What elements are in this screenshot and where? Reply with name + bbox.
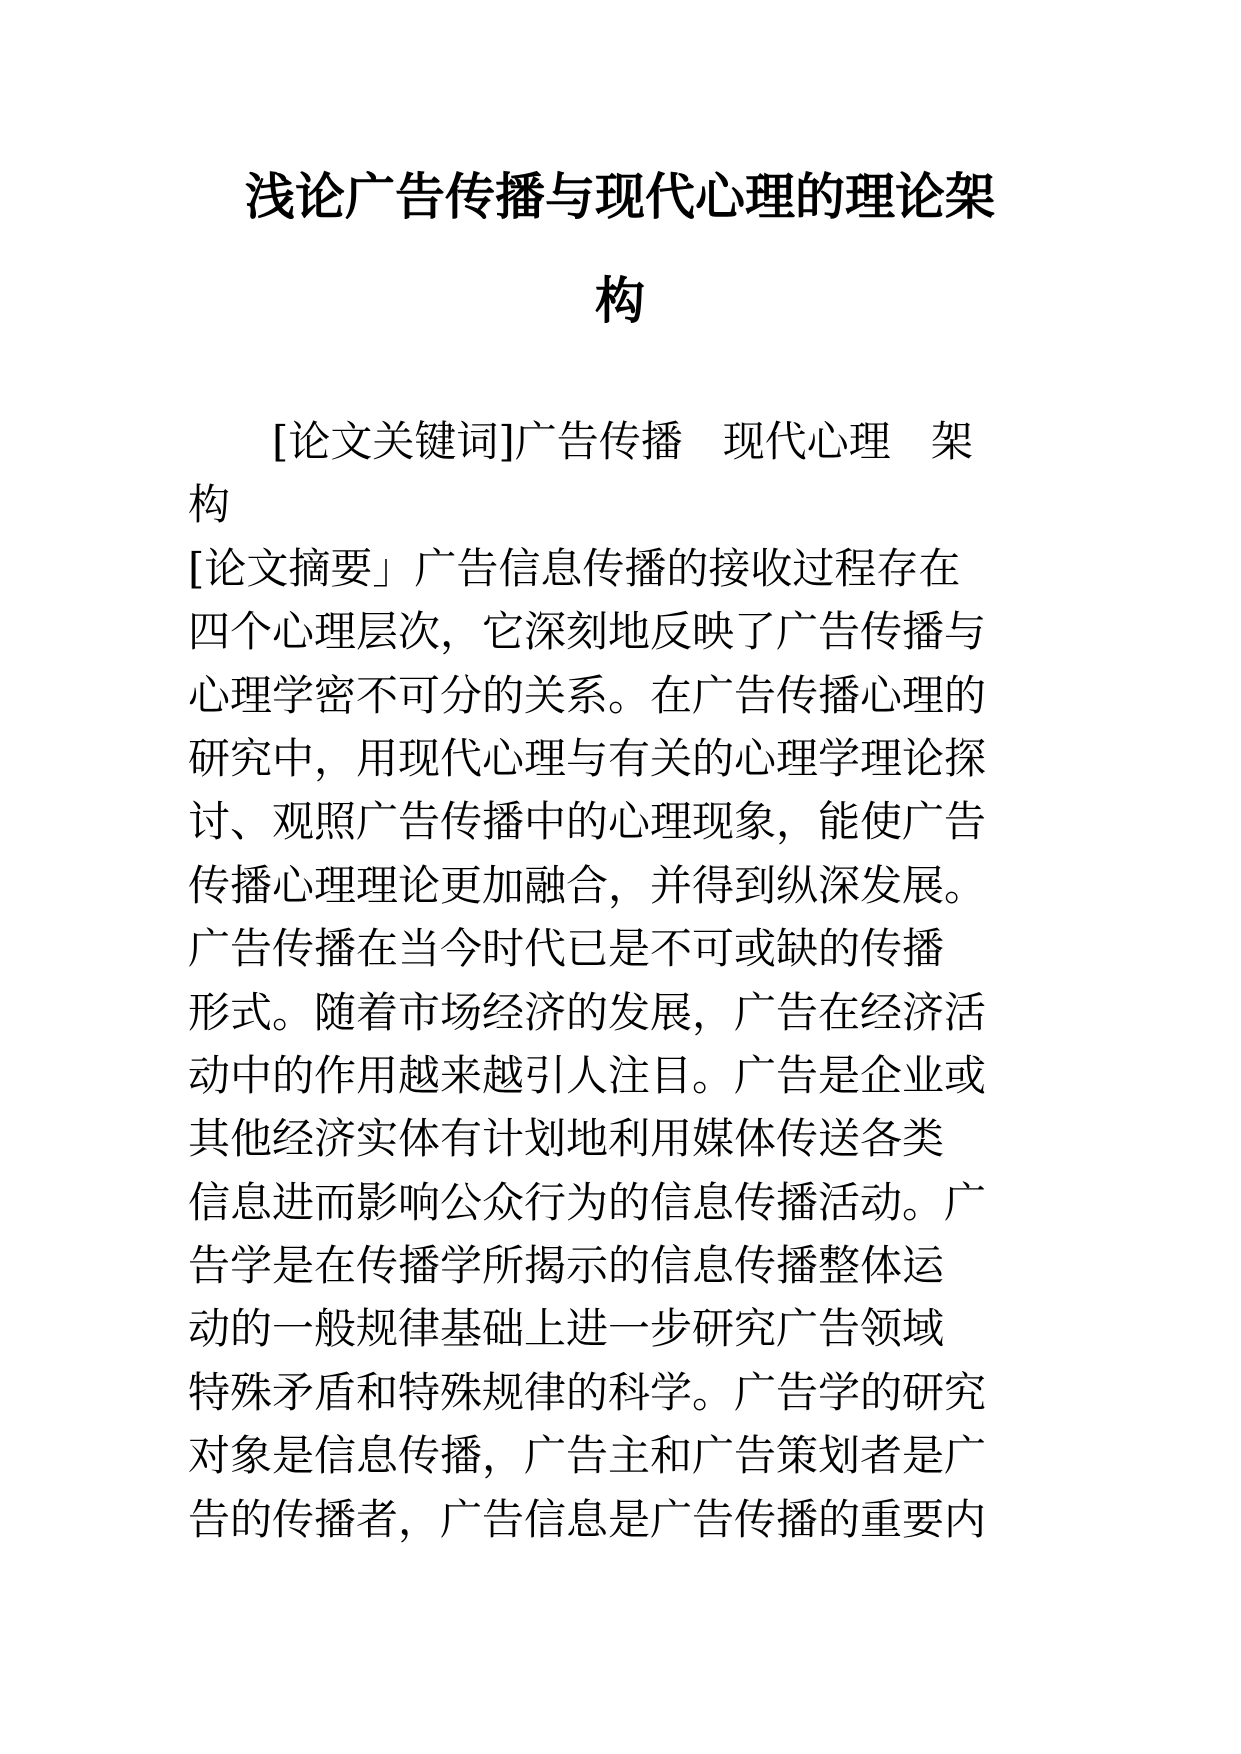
keyword-item: 架 bbox=[930, 417, 973, 466]
keyword-item: 广告传播 bbox=[514, 417, 683, 466]
keywords-label: [论文关键词] bbox=[272, 417, 515, 466]
document-title bbox=[190, 145, 1050, 353]
body-line: 广告传播在当今时代已是不可或缺的传播 bbox=[188, 924, 945, 974]
document-body bbox=[188, 410, 1058, 1551]
body-line: 对象是信息传播，广告主和广告策划者是广 bbox=[188, 1431, 987, 1481]
body-line: 动的一般规律基础上进一步研究广告领域 bbox=[188, 1304, 945, 1354]
keyword-item: 现代心理 bbox=[722, 417, 891, 466]
keywords-wrap-line: 构 bbox=[188, 480, 231, 530]
body-line: 四个心理层次，它深刻地反映了广告传播与 bbox=[188, 607, 987, 657]
title-line-1: 浅论广告传播与现代心理的理论架 bbox=[245, 167, 995, 226]
body-line: 传播心理理论更加融合，并得到纵深发展。 bbox=[188, 860, 987, 910]
title-line-2: 构 bbox=[595, 271, 645, 330]
body-line: 告学是在传播学所揭示的信息传播整体运 bbox=[188, 1241, 945, 1291]
body-line: 信息进而影响公众行为的信息传播活动。广 bbox=[188, 1177, 987, 1227]
body-line: 讨、观照广告传播中的心理现象，能使广告 bbox=[188, 797, 987, 847]
body-line: 动中的作用越来越引人注目。广告是企业或 bbox=[188, 1050, 987, 1100]
body-line: 其他经济实体有计划地利用媒体传送各类 bbox=[188, 1114, 945, 1164]
body-line: 心理学密不可分的关系。在广告传播心理的 bbox=[188, 670, 987, 720]
body-line: 研究中，用现代心理与有关的心理学理论探 bbox=[188, 733, 987, 783]
body-line: 告的传播者，广告信息是广告传播的重要内 bbox=[188, 1494, 987, 1544]
body-line: [论文摘要」广告信息传播的接收过程存在 bbox=[188, 543, 961, 593]
body-line: 特殊矛盾和特殊规律的科学。广告学的研究 bbox=[188, 1367, 987, 1417]
keywords-line bbox=[188, 410, 1058, 473]
body-line: 形式。随着市场经济的发展，广告在经济活 bbox=[188, 987, 987, 1037]
